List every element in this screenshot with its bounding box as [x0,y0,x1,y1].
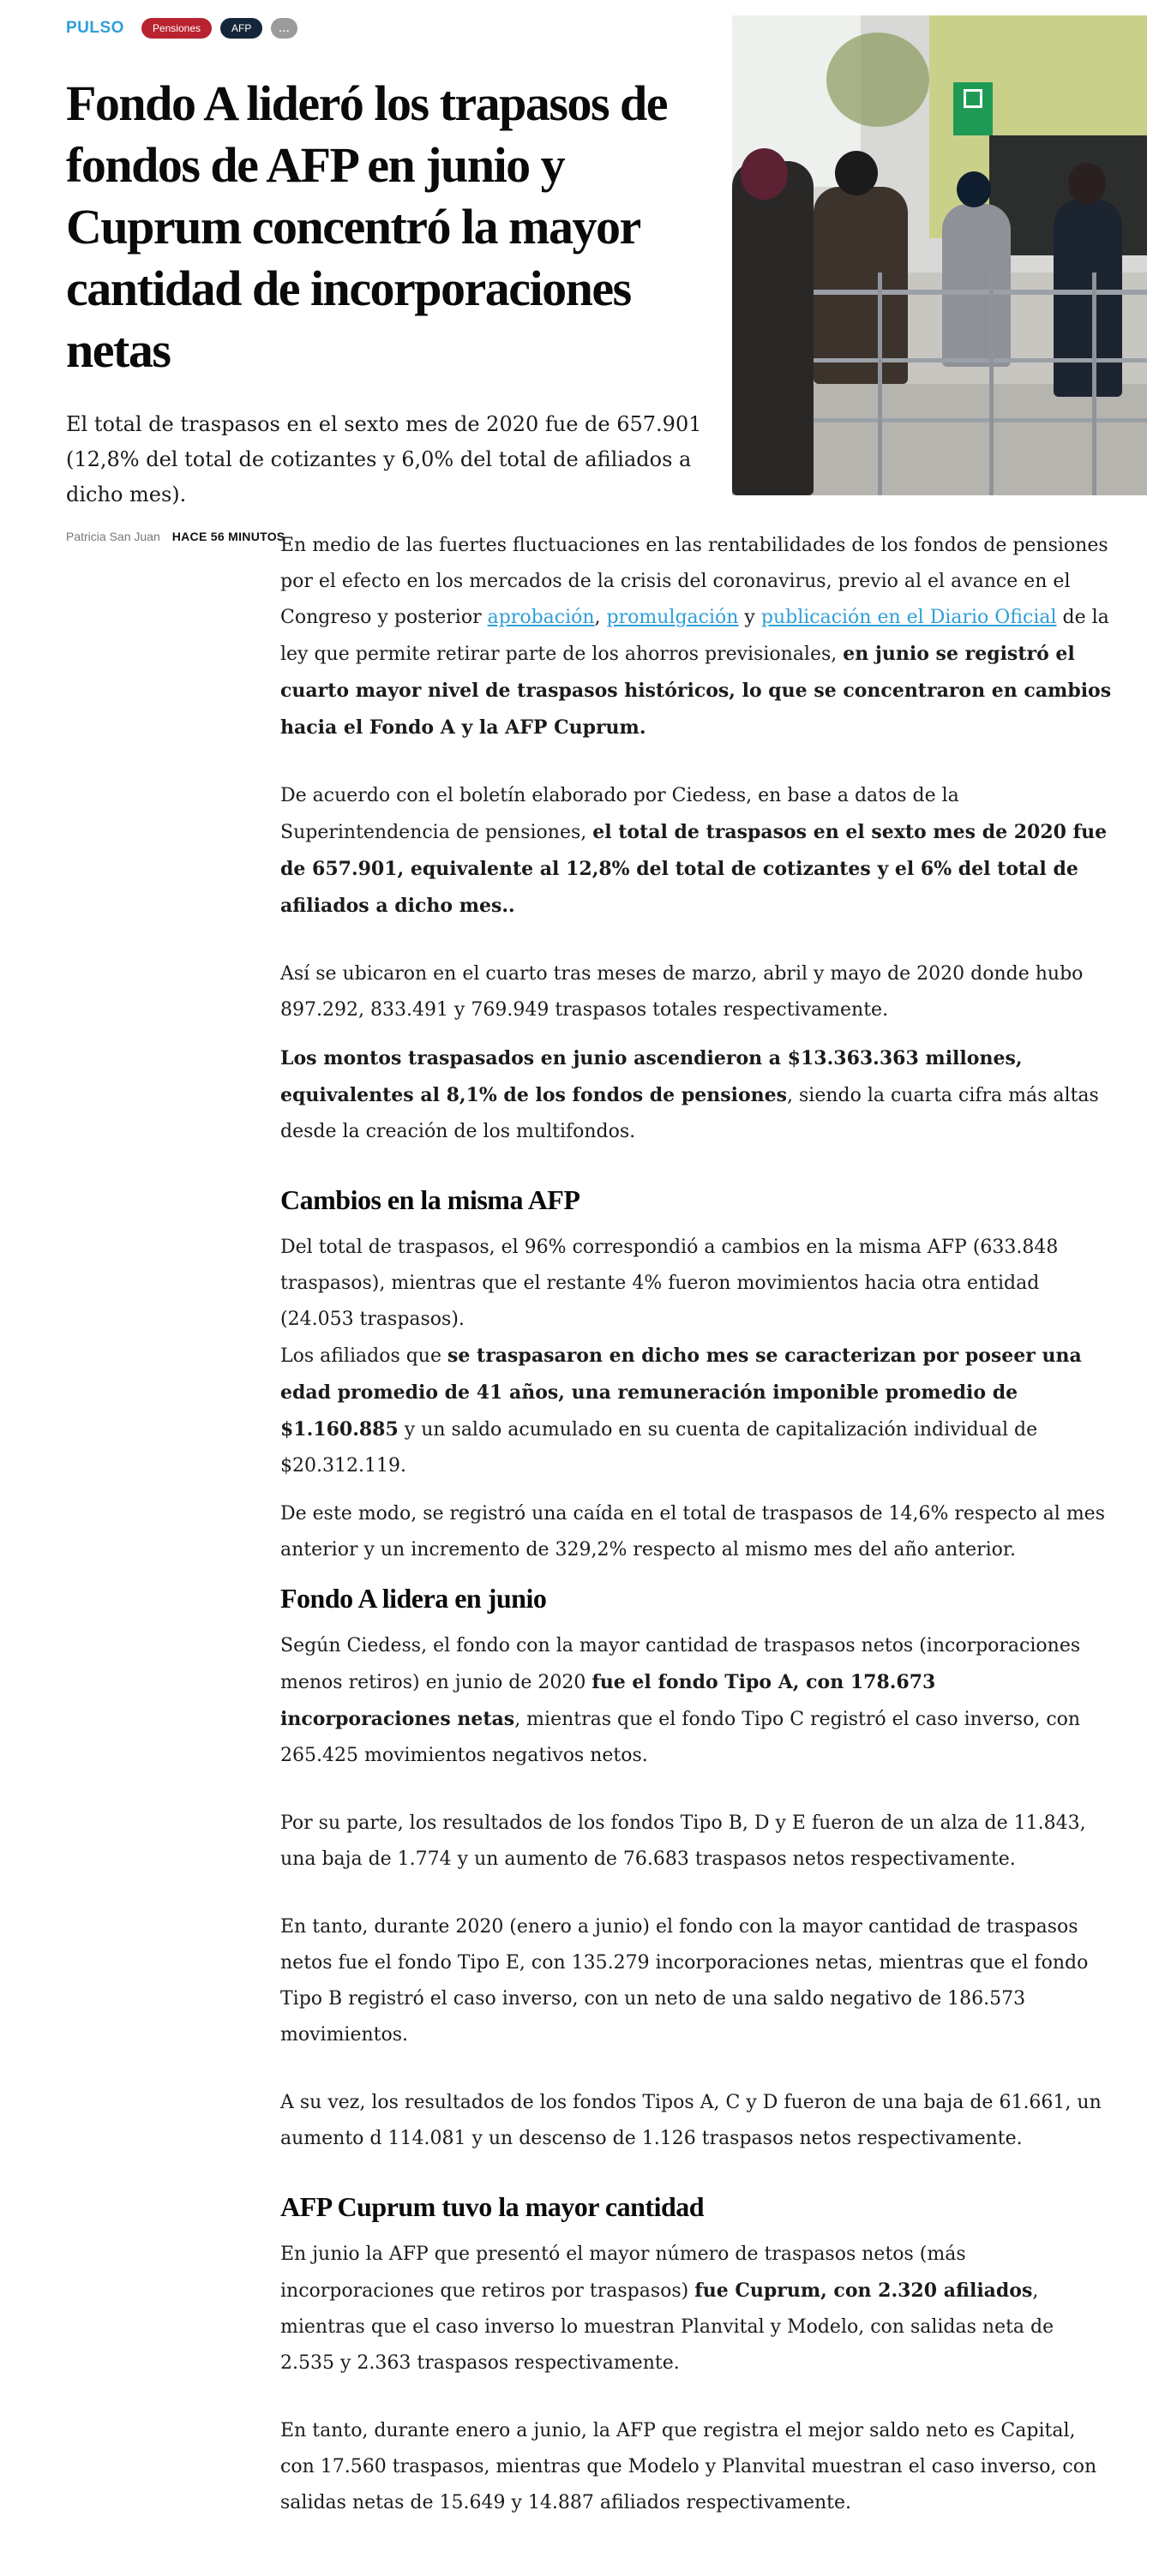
photo-person-head [835,151,878,195]
bold-text: en junio se registró el cuarto mayor nivel de traspasos históricos, lo que se concentraron en cambios hacia el Fondo A y la AFP Cuprum. [280,643,1112,739]
publish-time: HACE 56 MINUTOS [171,530,285,543]
headline: Fondo A lideró los trapasos de fondos de AFP en junio y Cuprum concentró la mayor cantidad de incorporaciones netas [66,75,668,378]
paragraph: De este modo, se registró una caída en el total de traspasos de 14,6% respecto al mes anterior y un incremento de 329,2% respecto al mismo mes del año anterior. [280,1503,1105,1561]
bold-text: se traspasaron en dicho mes se caracterizan por poseer una edad promedio de 41 años, una remuneración imponible promedio de $1.160.885 [280,1345,1082,1441]
photo-person-head [1068,163,1106,204]
paragraph [280,1628,1112,1774]
tag-afp[interactable]: AFP [220,18,262,39]
photo-barrier-post [878,273,882,495]
subheading-cambios: Cambios en la misma AFP [280,1184,580,1215]
paragraph: Así se ubicaron en el cuarto tras meses de marzo, abril y mayo de 2020 donde hubo 897.292, 833.491 y 769.949 traspasos totales respectivamente. [280,963,1084,1021]
text: En medio de las fuertes fluctuaciones en las rentabilidades de los fondos de pensiones por el efecto en los mercados de la crisis del coronavirus, previo al el avance en el Congreso y posterior [280,535,1108,628]
text: De acuerdo con el boletín elaborado por Ciedess, en base a datos de la Superintendencia de pensiones, [280,785,959,843]
subheading-fondo-a: Fondo A lidera en junio [280,1583,547,1614]
paragraph: Del total de traspasos, el 96% correspondió a cambios en la misma AFP (633.848 traspasos), mientras que el restante 4% fueron movimientos hacia otra entidad (24.053 traspasos). [280,1237,1059,1330]
article-body [280,528,1112,2521]
text: , mientras que el caso inverso lo muestran Planvital y Modelo, con salidas neta de 2.535 y 2.363 traspasos respectivamente. [280,2280,1054,2374]
photo-person [942,204,1011,367]
link-diario-oficial[interactable]: publicación en el Diario Oficial [760,607,1057,628]
paragraph: En tanto, durante 2020 (enero a junio) el fondo con la mayor cantidad de traspasos netos fue el fondo Tipo E, con 135.279 incorporaciones netas, mientras que el fondo Tipo B registró el caso inverso, con un neto de una saldo negativo de 186.573 movimientos. [280,1916,1089,2046]
bold-text: fue el fondo Tipo A, con 178.673 incorporaciones netas [280,1671,936,1730]
paragraph: A su vez, los resultados de los fondos Tipos A, C y D fueron de una baja de 61.661, un aumento d 114.081 y un descenso de 1.126 traspasos netos respectivamente. [280,2092,1102,2149]
bold-text: el total de traspasos en el sexto mes de 2020 fue de 657.901, equivalente al 12,8% del total de cotizantes y el 6% del total de afiliados a dicho mes.. [280,821,1108,917]
paragraph [280,778,1112,925]
photo-green-sign [953,82,993,135]
photo-barrier-rail [766,290,1147,295]
link-aprobacion[interactable]: aprobación [487,607,595,628]
text: Según Ciedess, el fondo con la mayor cantidad de traspasos netos (incorporaciones menos retiros) en junio de 2020 [280,1635,1081,1693]
paragraph [280,528,1112,746]
photo-person [814,187,908,384]
photo-barrier-post [1092,273,1096,495]
paragraph [280,1338,1112,1484]
subheading-cuprum: AFP Cuprum tuvo la mayor cantidad [280,2191,705,2222]
text: , [594,607,607,628]
article-dek: El total de traspasos en el sexto mes de 2020 fue de 657.901 (12,8% del total de cotizantes y 6,0% del total de afiliados a dicho mes). [66,412,702,506]
photo-person [1054,200,1122,397]
bold-text: Los montos traspasados en junio ascendieron a $13.363.363 millones, equivalentes al 8,1% de los fondos de pensiones [280,1047,1023,1106]
hero-photo [732,15,1147,495]
photo-person-head [741,148,788,200]
text: En junio la AFP que presentó el mayor número de traspasos netos (más incorporaciones que retiros por traspasos) [280,2244,966,2302]
photo-person-head [957,171,991,207]
photo-barrier-rail [766,358,1147,362]
bold-text: fue Cuprum, con 2.320 afiliados [694,2279,1033,2302]
text: y [738,607,761,628]
paragraph [280,1040,1112,1150]
paragraph [280,2237,1112,2381]
paragraph: En tanto, durante enero a junio, la AFP que registra el mejor saldo neto es Capital, con 17.560 traspasos, mientras que Modelo y Planvital muestran el caso inverso, con salidas netas de 15.649 y 14.887 afiliados respectivamente. [280,2420,1097,2513]
photo-barrier-post [989,273,994,495]
tag-row [66,15,726,41]
photo-person-foreground [732,161,814,495]
text: y un saldo acumulado en su cuenta de capitalización individual de $20.312.119. [280,1419,1038,1477]
text: , mientras que el fondo Tipo C registró el caso inverso, con 265.425 movimientos negativos netos. [280,1709,1081,1766]
article-header [66,15,726,543]
tag-pensiones[interactable]: Pensiones [141,18,212,39]
text: Los afiliados que [280,1345,447,1367]
text: de la ley que permite retirar parte de los ahorros previsionales, [280,607,1109,665]
photo-barrier-rail [766,418,1147,422]
sign-symbol [964,89,982,108]
link-promulgacion[interactable]: promulgación [606,607,739,628]
section-link-pulso[interactable]: PULSO [66,19,124,37]
text: , siendo la cuarta cifra más altas desde la creación de los multifondos. [280,1085,1099,1142]
photo-tree [826,33,929,127]
more-tags-button[interactable]: ... [271,18,297,39]
author-name[interactable]: Patricia San Juan [66,530,160,543]
paragraph: Por su parte, los resultados de los fondos Tipo B, D y E fueron de un alza de 11.843, una baja de 1.774 y un aumento de 76.683 traspasos netos respectivamente. [280,1812,1086,1870]
